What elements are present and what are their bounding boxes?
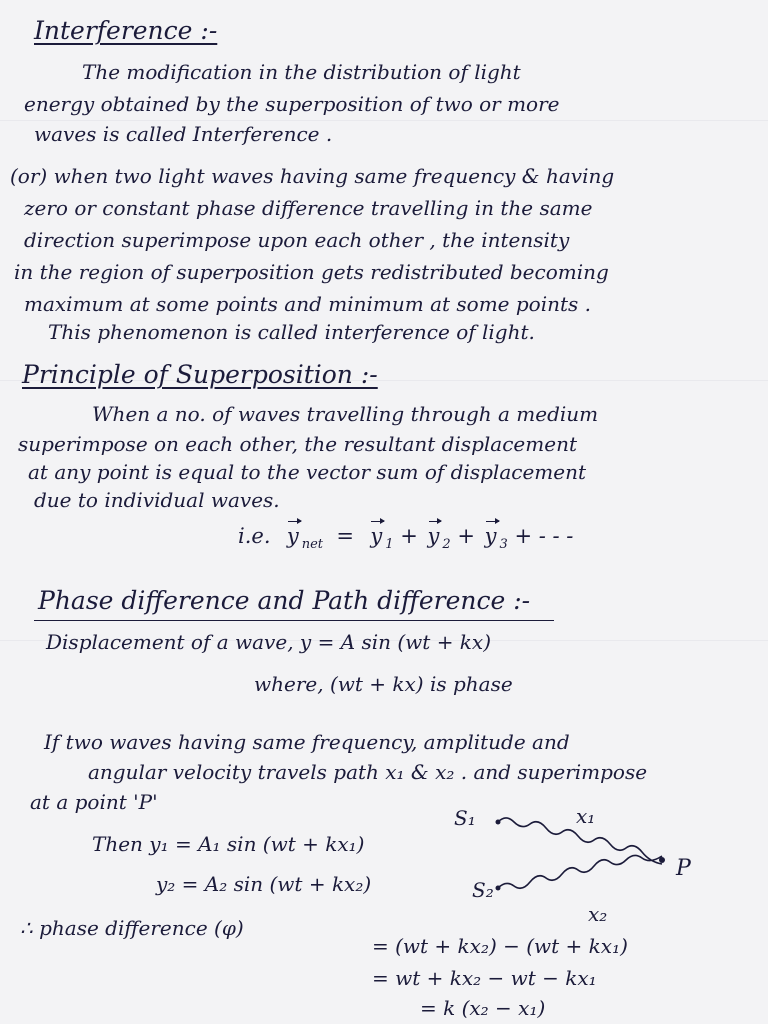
superposition-line1: When a no. of waves travelling through a medium [92, 402, 599, 426]
wave-y1-equation: Then y₁ = A₁ sin (wt + kx₁) [92, 832, 365, 856]
heading-superposition: Principle of Superposition :- [22, 360, 378, 389]
label-s1: S₁ [454, 806, 476, 830]
def1-line2: energy obtained by the superposition of two or more [24, 92, 560, 116]
eq-y2: y [427, 524, 440, 548]
eq-net-sub: net [301, 537, 324, 553]
phase-difference-step3: = k (x₂ − x₁) [420, 996, 546, 1020]
eq-plus1: + [400, 524, 418, 548]
phase-where-line: where, (wt + kx) is phase [254, 672, 513, 696]
label-p: P [676, 856, 691, 881]
eq-tail: + - - - [514, 524, 574, 548]
superposition-line4: due to individual waves. [34, 488, 280, 512]
superposition-equation [238, 526, 573, 551]
wave-path-2 [498, 855, 662, 888]
def2-line4: in the region of superposition gets redistributed becoming [14, 260, 609, 284]
eq-prefix: i.e. [238, 524, 271, 548]
label-s2: S₂ [472, 878, 494, 902]
condition-line2: angular velocity travels path x₁ & x₂ . and superimpose [88, 760, 648, 784]
def2-line1: (or) when two light waves having same frequency & having [10, 164, 615, 188]
phase-difference-label: ∴ phase difference (φ) [20, 916, 244, 940]
eq-equals: = [336, 524, 354, 548]
phase-difference-step2: = wt + kx₂ − wt − kx₁ [372, 966, 597, 990]
condition-line3: at a point 'P' [30, 790, 158, 814]
def2-line3: direction superimpose upon each other , the intensity [24, 228, 570, 252]
eq-y3-sub: 3 [499, 537, 508, 553]
def2-line5: maximum at some points and minimum at some points . [24, 292, 591, 316]
condition-line1: If two waves having same frequency, amplitude and [44, 730, 570, 754]
heading-interference: Interference :- [34, 16, 218, 45]
heading-phase-path: Phase difference and Path difference :- [38, 586, 531, 615]
eq-y3: y [484, 524, 497, 548]
eq-y2-sub: 2 [442, 537, 451, 553]
phase-difference-step1: = (wt + kx₂) − (wt + kx₁) [372, 934, 628, 958]
eq-y1-sub: 1 [385, 537, 394, 553]
label-x2: x₂ [588, 902, 608, 926]
eq-plus2: + [457, 524, 475, 548]
wave-y2-equation: y₂ = A₂ sin (wt + kx₂) [156, 872, 372, 896]
heading-underline [34, 620, 554, 621]
def2-line2: zero or constant phase difference travelling in the same [24, 196, 593, 220]
eq-ynet: y [286, 524, 299, 548]
displacement-line: Displacement of a wave, y = A sin (wt + kx) [46, 630, 492, 654]
superposition-line2: superimpose on each other, the resultant displacement [18, 432, 577, 456]
paper-line [0, 120, 768, 121]
label-x1: x₁ [576, 804, 596, 828]
def2-line6: This phenomenon is called interference of light. [48, 320, 535, 344]
superposition-line3: at any point is equal to the vector sum of displacement [28, 460, 586, 484]
def1-line3: waves is called Interference . [34, 122, 333, 146]
def1-line1: The modification in the distribution of light [82, 60, 521, 84]
eq-y1: y [370, 524, 383, 548]
